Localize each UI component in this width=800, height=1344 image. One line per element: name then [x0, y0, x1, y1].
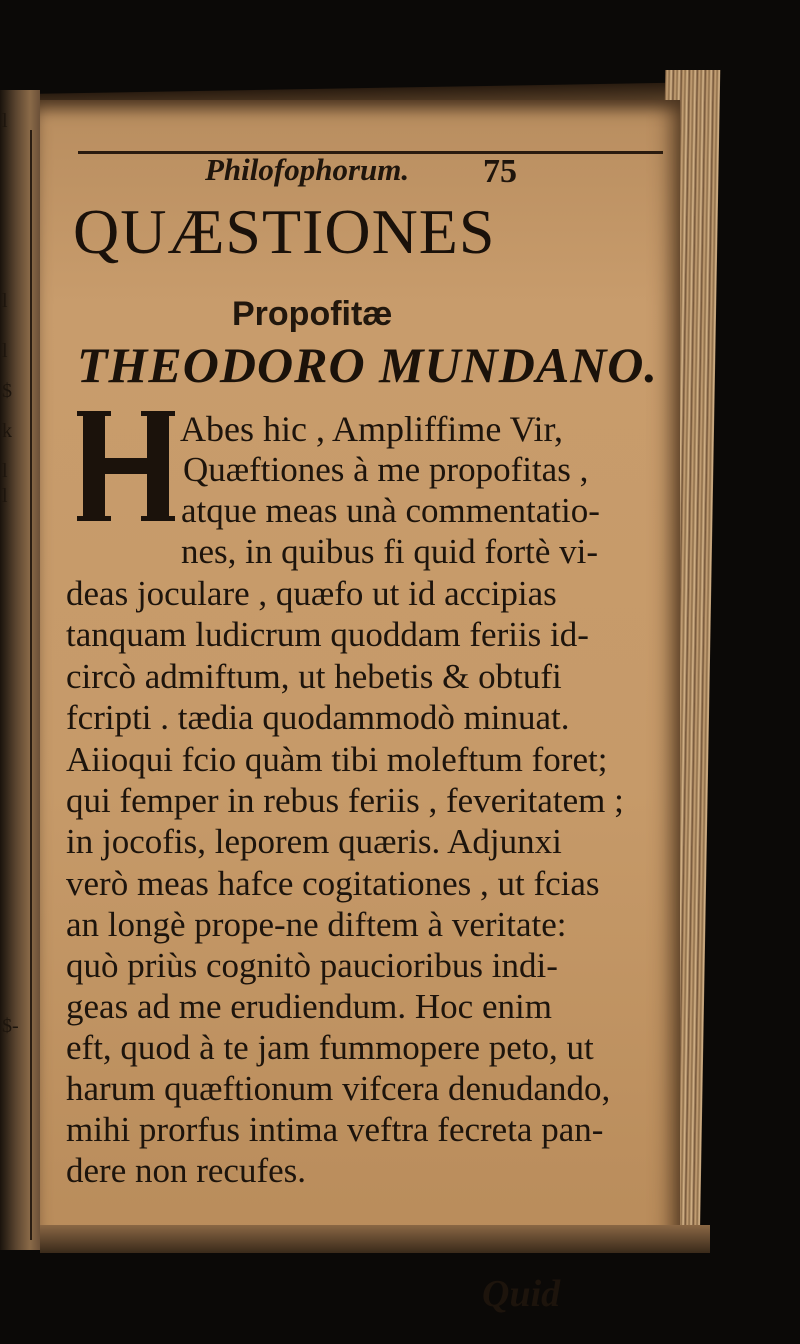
text-line: atque meas unà commentatio- [181, 491, 600, 530]
facing-page-rule [30, 130, 32, 1240]
text-line: an longè prope-ne diftem à veritate: [66, 905, 567, 944]
drop-cap-serif [141, 411, 175, 416]
text-line: nes, in quibus fi quid fortè vi- [181, 532, 599, 571]
running-head: Philofophorum. [205, 152, 410, 187]
facing-page-edge [0, 90, 40, 1250]
page-number: 75 [483, 153, 517, 190]
text-line: dere non recufes. [66, 1151, 307, 1190]
text-line: Aiioqui fcio quàm tibi moleftum foret; [66, 740, 608, 779]
text-line: eft, quod à te jam fummopere peto, ut [66, 1028, 594, 1067]
margin-fragment: k [2, 420, 12, 442]
text-line: quò priùs cognitò paucioribus indi- [66, 946, 558, 985]
text-line: in jocofis, leporem quæris. Adjunxi [66, 822, 562, 861]
text-line: Abes hic , Ampliffime Vir, [180, 409, 564, 449]
text-line: qui femper in rebus feriis , feveritatem ; [66, 781, 624, 820]
margin-fragment: l [2, 460, 8, 482]
text-line: verò meas hafce cogitationes , ut fcias [66, 864, 600, 903]
text-line: mihi prorfus intima veftra fecreta pan- [66, 1110, 604, 1149]
text-line: Quæftiones à me propofitas , [183, 450, 589, 489]
margin-fragment: l [2, 340, 8, 362]
drop-cap-serif [77, 411, 111, 416]
drop-cap-serif [141, 516, 175, 521]
text-line: fcripti . tædia quodammodò minuat. [66, 698, 570, 737]
drop-cap-stroke [83, 458, 169, 474]
page-title: QUÆSTIONES [73, 196, 496, 267]
catchword: Quid [482, 1273, 561, 1315]
margin-fragment: $- [2, 1015, 19, 1037]
margin-fragment: l [2, 485, 8, 507]
margin-fragment: l [2, 290, 8, 312]
drop-cap [83, 411, 169, 521]
subtitle: Propofitæ [232, 295, 393, 333]
margin-fragment: $ [2, 380, 12, 402]
dedication: THEODORO MUNDANO. [77, 337, 658, 393]
margin-fragment: l [2, 110, 8, 132]
drop-cap-serif [77, 516, 111, 521]
text-line: deas joculare , quæfo ut id accipias [66, 574, 557, 613]
text-line: tanquam ludicrum quoddam feriis id- [66, 615, 589, 654]
text-line: geas ad me erudiendum. Hoc enim [66, 987, 552, 1026]
page-bottom-edge [40, 1225, 710, 1253]
text-line: circò admiftum, ut hebetis & obtufi [66, 657, 562, 696]
text-line: harum quæftionum vifcera denudando, [66, 1069, 611, 1108]
